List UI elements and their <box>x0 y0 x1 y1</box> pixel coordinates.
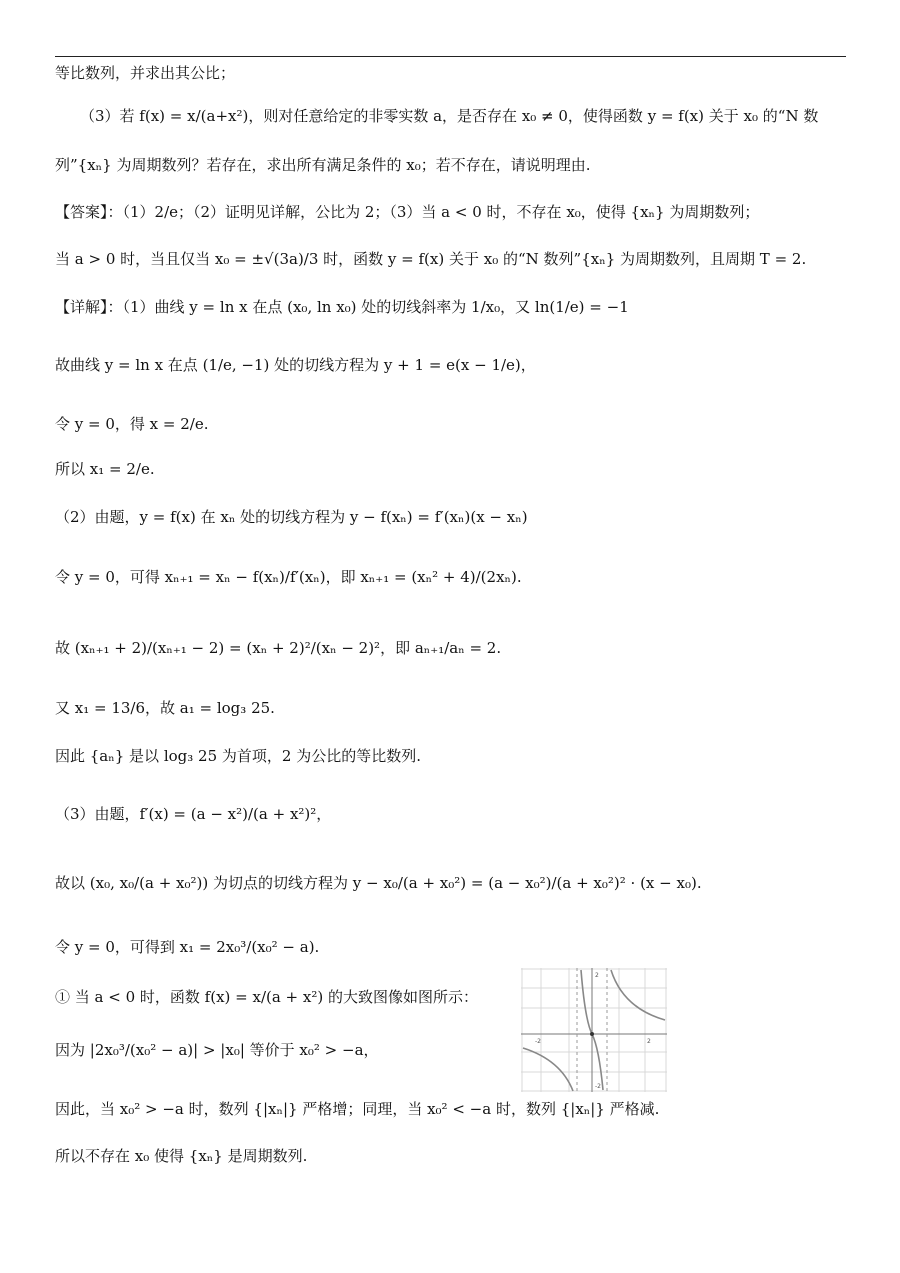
solution-line-13: ① 当 a < 0 时，函数 f(x) = x/(a + x²) 的大致图像如图所示： <box>55 988 478 1006</box>
solution-line-5: （2）由题，y = f(x) 在 xₙ 处的切线方程为 y − f(xₙ) = f′(xₙ)(x − xₙ) <box>55 508 528 526</box>
solution-line-4: 所以 x₁ = 2/e. <box>55 460 155 478</box>
solution-line-15: 因此，当 x₀² > −a 时，数列 {|xₙ|} 严格增；同理，当 x₀² < −a 时，数列 {|xₙ|} 严格减. <box>55 1100 660 1118</box>
answer-line-1: 【答案】：（1）2/e；（2）证明见详解，公比为 2；（3）当 a < 0 时，不存在 x₀，使得 {xₙ} 为周期数列； <box>55 203 760 221</box>
solution-line-8: 又 x₁ = 13/6，故 a₁ = log₃ 25. <box>55 699 275 717</box>
text-line-1: 等比数列，并求出其公比； <box>55 64 236 82</box>
graph-origin-point <box>590 1032 594 1036</box>
function-graph <box>521 968 667 1092</box>
graph-grid <box>521 968 667 1092</box>
text-line-3: 列”{xₙ} 为周期数列？若存在，求出所有满足条件的 x₀；若不存在，请说明理由. <box>55 156 591 174</box>
solution-line-11: 故以 (x₀, x₀/(a + x₀²)) 为切点的切线方程为 y − x₀/(a + x₀²) = (a − x₀²)/(a + x₀²)² · (x − x₀). <box>55 874 702 892</box>
solution-line-1: 【详解】：（1）曲线 y = ln x 在点 (x₀, ln x₀) 处的切线斜率为 1/x₀，又 ln(1/e) = −1 <box>55 298 629 316</box>
solution-line-10: （3）由题，f′(x) = (a − x²)/(a + x²)²， <box>55 805 332 823</box>
solution-line-14: 因为 |2x₀³/(x₀² − a)| > |x₀| 等价于 x₀² > −a， <box>55 1041 379 1059</box>
solution-line-6: 令 y = 0，可得 xₙ₊₁ = xₙ − f(xₙ)/f′(xₙ)，即 xₙ₊₁ = (xₙ² + 4)/(2xₙ). <box>55 568 522 586</box>
graph-label-y-2: 2 <box>595 972 599 979</box>
graph-label-y-neg2: -2 <box>595 1083 601 1090</box>
answer-line-2: 当 a > 0 时，当且仅当 x₀ = ±√(3a)/3 时，函数 y = f(x) 关于 x₀ 的“N 数列”{xₙ} 为周期数列，且周期 T = 2. <box>55 250 807 268</box>
graph-curve-left <box>523 1048 573 1091</box>
solution-line-7: 故 (xₙ₊₁ + 2)/(xₙ₊₁ − 2) = (xₙ + 2)²/(xₙ − 2)²，即 aₙ₊₁/aₙ = 2. <box>55 639 502 657</box>
solution-line-3: 令 y = 0，得 x = 2/e. <box>55 415 209 433</box>
graph-label-x-neg2: -2 <box>535 1038 541 1045</box>
solution-line-9: 因此 {aₙ} 是以 log₃ 25 为首项，2 为公比的等比数列. <box>55 747 421 765</box>
header-rule <box>55 56 846 57</box>
graph-label-x-2: 2 <box>647 1038 651 1045</box>
solution-line-2: 故曲线 y = ln x 在点 (1/e, −1) 处的切线方程为 y + 1 = e(x − 1/e)， <box>55 356 536 374</box>
solution-line-16: 所以不存在 x₀ 使得 {xₙ} 是周期数列. <box>55 1147 308 1165</box>
text-line-2: （3）若 f(x) = x/(a+x²)，则对任意给定的非零实数 a，是否存在 x₀ ≠ 0，使得函数 y = f(x) 关于 x₀ 的“N 数 <box>80 107 819 125</box>
solution-line-12: 令 y = 0，可得到 x₁ = 2x₀³/(x₀² − a). <box>55 938 320 956</box>
